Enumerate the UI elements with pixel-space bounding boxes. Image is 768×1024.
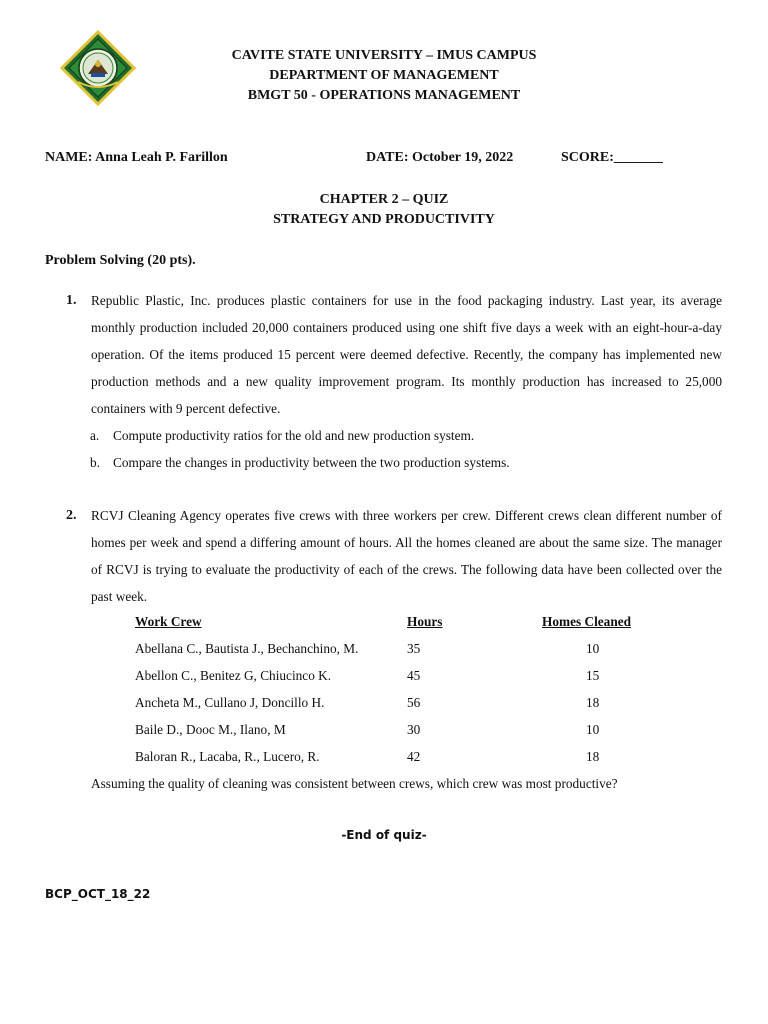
table-cell-homes: 18 bbox=[586, 749, 600, 764]
table-cell-hours: 42 bbox=[407, 749, 421, 764]
question-2-closing: Assuming the quality of cleaning was consistent between crews, which crew was most productive? bbox=[91, 776, 618, 791]
chapter-title: CHAPTER 2 – QUIZ bbox=[319, 192, 449, 207]
part-a-label: a. bbox=[90, 428, 100, 443]
table-cell-homes: 15 bbox=[586, 668, 600, 683]
part-b-text: Compare the changes in productivity between the two production systems. bbox=[113, 455, 510, 470]
table-cell-crew: Baloran R., Lacaba, R., Lucero, R. bbox=[135, 749, 320, 764]
table-cell-hours: 56 bbox=[407, 695, 421, 710]
table-cell-crew: Baile D., Dooc M., Ilano, M bbox=[135, 722, 286, 737]
student-name: NAME: Anna Leah P. Farillon bbox=[45, 150, 228, 165]
question-1-number: 1. bbox=[66, 293, 77, 308]
question-2-number: 2. bbox=[66, 508, 77, 523]
table-cell-crew: Abellana C., Bautista J., Bechanchino, M. bbox=[135, 641, 359, 656]
question-1-part-a bbox=[90, 428, 474, 444]
table-cell-hours: 35 bbox=[407, 641, 421, 656]
question-1-part-b bbox=[90, 455, 510, 471]
department-name: DEPARTMENT OF MANAGEMENT bbox=[269, 68, 499, 83]
part-a-text: Compute productivity ratios for the old and new production system. bbox=[113, 428, 475, 443]
table-cell-homes: 18 bbox=[586, 695, 600, 710]
table-cell-crew: Abellon C., Benitez G, Chiucinco K. bbox=[135, 668, 332, 683]
question-2-text: RCVJ Cleaning Agency operates five crews with three workers per crew. Different crews clean different number of homes per week and spend a differing amount of hours. All the homes cleaned are about the same size. The manager of RCVJ is trying to evaluate the productivity of each of the crews. The following data have been collected over the past week. bbox=[91, 508, 722, 604]
table-header-crew: Work Crew bbox=[135, 614, 202, 629]
section-heading: Problem Solving (20 pts). bbox=[45, 253, 196, 268]
table-cell-homes: 10 bbox=[586, 722, 600, 737]
end-of-quiz: -End of quiz- bbox=[341, 828, 427, 842]
table-cell-crew: Ancheta M., Cullano J, Doncillo H. bbox=[135, 695, 325, 710]
table-header-hours: Hours bbox=[407, 614, 443, 629]
quiz-title bbox=[0, 190, 768, 230]
question-1-text: Republic Plastic, Inc. produces plastic containers for use in the food packaging industry. Last year, its average monthly production included 20,000 containers produced using one shift five days a week with an eight-hour-a-day operation. Of the items produced 15 percent were deemed defective. Recently, the company has implemented new production methods and a new quality improvement program. Its monthly production has increased to 25,000 containers with 9 percent defective. bbox=[91, 293, 722, 416]
quiz-date: DATE: October 19, 2022 bbox=[366, 150, 514, 165]
score-field: SCORE:_______ bbox=[561, 150, 663, 165]
table-cell-hours: 30 bbox=[407, 722, 421, 737]
table-cell-homes: 10 bbox=[586, 641, 600, 656]
course-name: BMGT 50 - OPERATIONS MANAGEMENT bbox=[247, 88, 521, 103]
chapter-subtitle: STRATEGY AND PRODUCTIVITY bbox=[273, 212, 495, 227]
letterhead bbox=[0, 46, 768, 106]
table-header-homes: Homes Cleaned bbox=[542, 614, 632, 629]
table-cell-hours: 45 bbox=[407, 668, 421, 683]
university-name: CAVITE STATE UNIVERSITY – IMUS CAMPUS bbox=[231, 48, 537, 63]
document-code: BCP_OCT_18_22 bbox=[45, 887, 151, 901]
part-b-label: b. bbox=[90, 455, 100, 470]
